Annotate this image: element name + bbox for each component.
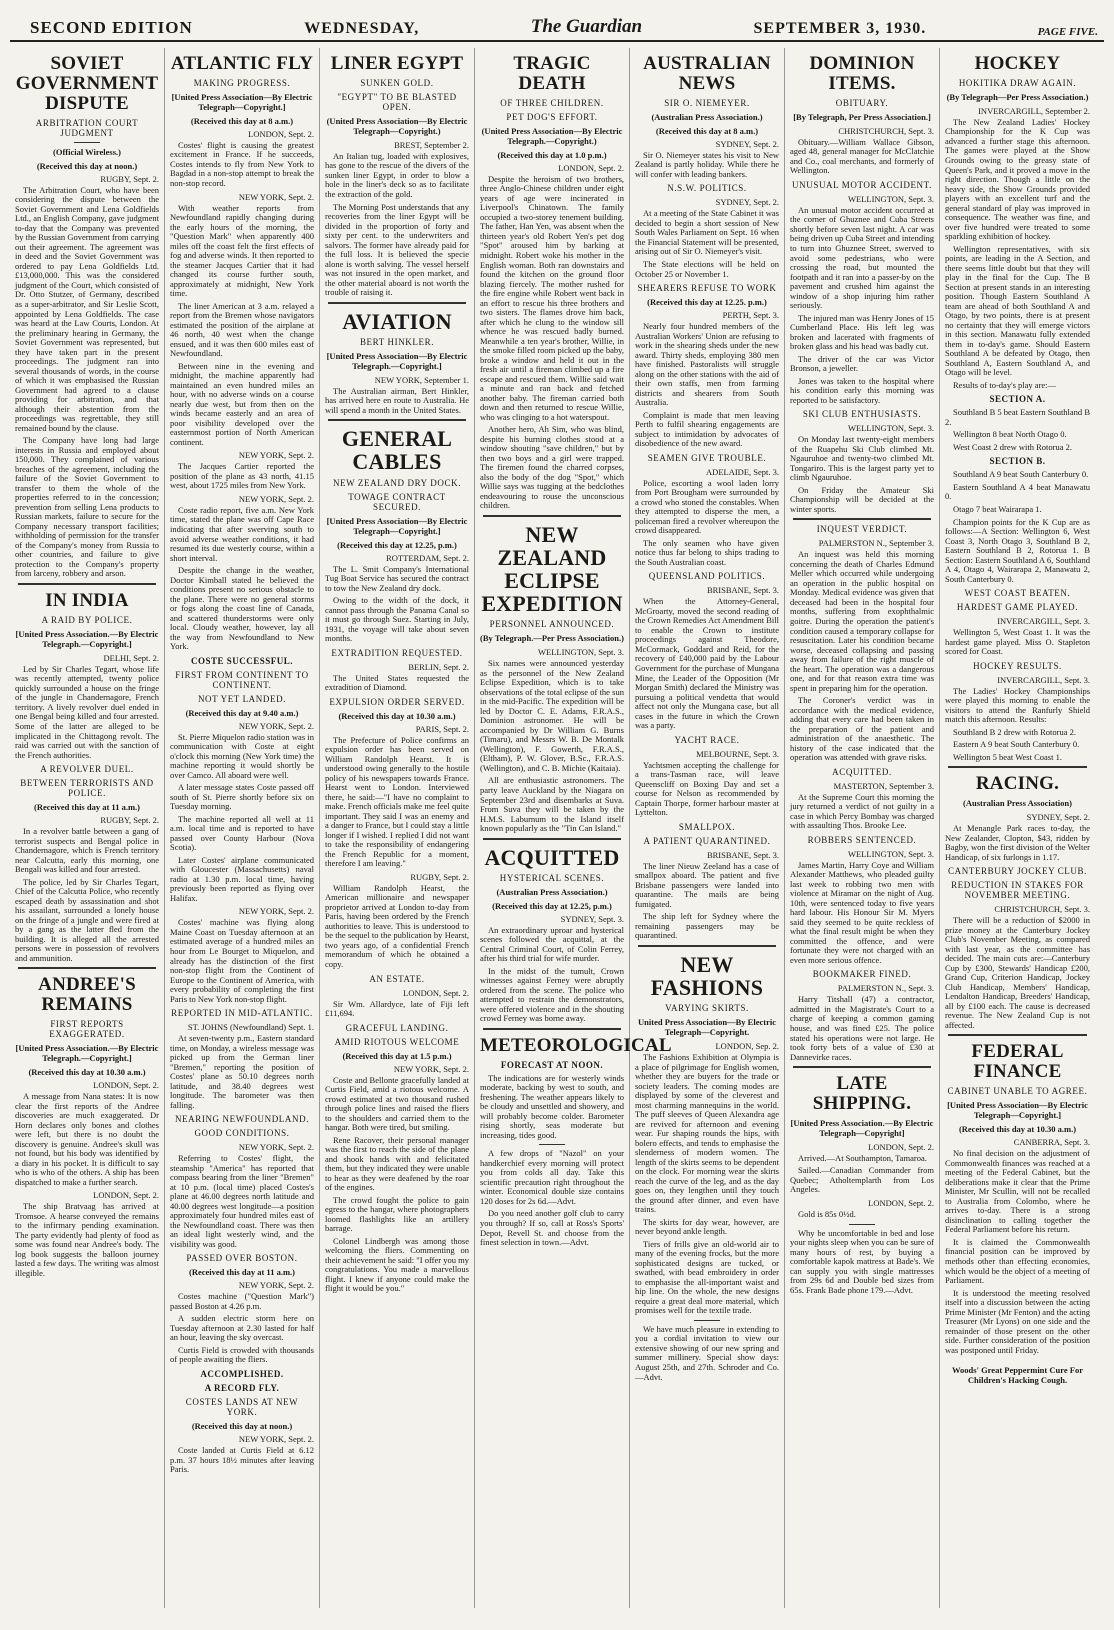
subhead: SECTION A. (989, 394, 1046, 405)
article-paragraph: The Jacques Cartier reported the position of the plane as 43 north, 41.15 west, about 1725 miles from New York. (170, 461, 314, 491)
column-5 (630, 48, 785, 1608)
dateline: BRISBANE, Sept. 3. (706, 585, 779, 596)
article-paragraph: It is claimed the Commonwealth financial position can be improved by methods other than effecting economies, which would be the object of a meeting of Parliament. (945, 1236, 1090, 1286)
article-paragraph: An inquest was held this morning concerning the death of Charles Edmund Meller which occurred while undergoing an operation in the public hospital on Monday. Medical evidence was given that deceased had been in the hospital four months, suffering from exophthalmic goitre. During the operation the patient's condition caused a temporary collapse for resuscitation. Later his condition became worse, deceased collapsing and passing away from failure of the right muscle of the heart. The operation was a dangerous one, and for that reason extra time was spent in preparing him for the operation. (790, 549, 934, 693)
subhead: HYSTERICAL SCENES. (499, 872, 605, 883)
credit-line: United Press Association—By Electric Telegraph—Copyright. (638, 1017, 776, 1037)
article-paragraph: Harry Titshall (47) a contractor, admitted in the Magistrate's Court to a charge of keeping a common gaming house, and was fined £25. The police stated his operations were not large. He took forty bets of a value of £30 at Dannevirke races. (790, 994, 934, 1062)
credit-line: [By Telegraph, Per Press Association.] (793, 111, 931, 122)
article-paragraph: Jones was taken to the hospital where his condition early this morning was reported to be satisfactory. (790, 375, 934, 405)
credit-line: (United Press Association—By Electric Telegraph.—Copyright.) (481, 125, 623, 146)
headline: FEDERAL FINANCE (971, 1041, 1064, 1083)
subhead: COSTES LANDS AT NEW YORK. (185, 1396, 299, 1417)
subhead: FIRST FROM CONTINENT TO CONTINENT. (175, 669, 309, 690)
article-paragraph: At a meeting of the State Cabinet it was decided to begin a short session of New South Wales Parliament on Sept. 16 when the Financial Statement will be presented, arising out of Sir O. Niemeyer's visit. (635, 208, 779, 257)
column-1 (10, 48, 165, 1608)
page-number: PAGE FIVE. (1037, 26, 1098, 38)
subhead: SMALLPOX. (678, 821, 736, 832)
subhead: SECTION B. (989, 456, 1046, 467)
divider (539, 1144, 565, 1145)
article-paragraph: A later message states Coste passed off south of St. Pierre shortly before six on Tuesday morning. (170, 782, 314, 812)
credit-line: (By Telegraph—Per Press Association.) (946, 91, 1089, 102)
article-paragraph: There will be a reduction of $2000 in prize money at the Canterbury Jockey Club's November Meeting, as compared with last year, as the committee has decided. The main cuts are:—Canterbury Cup by £300, Stewards' Handicap £200, Grand Cup, Criterion Handicap, Jockey Club Handicap, Members' Handicap, Lendalton Handicap, Breeders' Handicap, all by £100 each. The cause is decreased revenue. The New Zealand Cup is not affected. (945, 915, 1090, 1030)
subhead: A REVOLVER DUEL. (40, 764, 134, 775)
advertisement: Do you need another golf club to carry you through? If so, call at Ross's Sports' Depot, Revell St. and choose from the finest selection in town.—Advt. (480, 1208, 624, 1248)
dateline: BREST, September 2. (394, 139, 469, 150)
dateline: INVERCARGILL, September 2. (978, 105, 1090, 116)
credit-line: [United Press Association.—By Electric Telegraph.—Copyright.] (15, 628, 159, 649)
article-paragraph: The United States requested the extradition of Diamond. (325, 672, 469, 693)
article-paragraph: When the Attorney-General, McGroarty, moved the second reading of the Crown Remedies Act Amendment Bill to enable the Crown to institute proceedings against Theodore, McCormack, Goddard and Reid, for the recovery of £40,000 paid by the Labour Government for the purchase of Mungana Mine, the Leader of the Opposition (Mr Morgan Smith) declared the Ministry was pursuing a political vendetta that would affect not only the Mungana case, but all cases in the future in which the Crown was a party. (635, 596, 779, 731)
article-paragraph: The L. Smit Company's International Tug Boat Service has secured the contract to tow the New Zealand dry dock. (325, 563, 469, 593)
headline: DOMINION ITEMS. (809, 53, 915, 94)
dateline: WELLINGTON, Sept. 3. (847, 848, 934, 859)
subhead: AMID RIOTOUS WELCOME (334, 1036, 460, 1047)
subhead: QUEENSLAND POLITICS. (648, 571, 766, 582)
subhead: NOT YET LANDED. (197, 693, 287, 704)
article-paragraph: Led by Sir Charles Tegart, whose life was recently attempted, twenty police quickly surrounded a house on the fringe of the jungle in Chandernagore, French territory. A lively revolver duel ended in one Bengal being killed and four arrested. Some of the latter are alleged to be implicated in the Chittagong revolt. The raid was carried out with the sanction of the French authorities. (15, 663, 159, 760)
subhead: HARDEST GAME PLAYED. (956, 602, 1079, 613)
dateline: SYDNEY, Sept. 3. (560, 913, 624, 924)
subhead: FORECAST AT NOON. (500, 1059, 604, 1070)
dateline: PALMERSTON N., September 3. (818, 538, 934, 549)
headline: GENERAL CABLES (341, 426, 453, 475)
article-paragraph: Costes' machine was flying along Maine Coast on Tuesday afternoon at an estimated average of a hundred miles an hour from Le Bourget to Miquelon, and already has the distinction of the first non-stop flight from the Continent of Europe to the Continent of America, with every probability of completing the first Paris to New York non-stop flight. (170, 917, 314, 1004)
credit-line: [United Press Association—By Electric Telegraph—Copyright.] (947, 1100, 1088, 1121)
article-paragraph: The Morning Post understands that any recoveries from the liner Egypt will be divided in the proportion of forty and sixty per cent. to the underwriters and salvors. The former have already paid for the full loss. It is believed the specie alone is worth salving. The vessel herself was not insured in the open market, and the other material aboard is not worth the trouble of raising it. (325, 201, 469, 298)
article-paragraph: The liner Nieuw Zeeland has a case of smallpox aboard. The patient and five Brisbane passengers were landed into quarantine. The mails are being fumigated. (635, 860, 779, 909)
received-line: (Received this day at 10.30 a.m.) (958, 1124, 1077, 1135)
divider (483, 838, 621, 840)
article-paragraph: Sir Wm. Allardyce, late of Fiji left £11,694. (325, 998, 469, 1019)
article-paragraph: The machine reported all well at 11 a.m. local time and is reported to have passed over County Harbour (Nova Scotia). (170, 813, 314, 853)
received-line: (Received this day at 10.30 a.m.) (28, 1067, 146, 1078)
article-paragraph: Police, escorting a wool laden lorry from Port Brougham were surrounded by a crowd who stoned the constables. When they attempted to disperse the men, a policeman fired a revolver whereupon the crowd disappeared. (635, 477, 779, 536)
article-paragraph: Curtis Field is crowded with thousands of people awaiting the fliers. (170, 1344, 314, 1365)
received-line: (Received this day at 1.0 p.m.) (497, 149, 607, 160)
subhead: SHEARERS REFUSE TO WORK (637, 283, 777, 294)
credit-line: [United Press Association—By Electric Telegraph—Copyright.] (326, 515, 468, 536)
dateline: WELLINGTON, Sept. 3. (847, 193, 934, 204)
article-paragraph: A message from Nana states: It is now clear the first reports of the Andree discoveries are much exaggerated. Dr Horn declares only bones and clothes were left, but there is no doubt the discovery is genuine. Andree's skull was not found, but his body was identified by a diary in his pocket. It is difficult to say who is who of the others. A ship has been dispatched to make a further search. (15, 1091, 159, 1187)
dateline: NEW YORK, Sept. 2. (238, 1142, 314, 1153)
dateline: RUGBY, Sept. 2. (100, 173, 159, 184)
article-paragraph: At seven-twenty p.m., Eastern standard time, on Monday, a wireless message was picked up from the German liner "Bremen," reporting the position of Costes' plane as 50.10 degrees north latitude, and 38.40 degrees west longitude. The barometer was then falling. (170, 1033, 314, 1110)
column-7 (940, 48, 1095, 1608)
dateline: NEW YORK, September 1. (374, 374, 469, 385)
subhead: HOKITIKA DRAW AGAIN. (958, 77, 1077, 88)
dateline: NEW YORK, Sept. 2. (238, 720, 314, 731)
received-line: (Received this day at 10.30 a.m.) (338, 710, 456, 721)
article-paragraph: All are enthusiastic astronomers. The party leave Auckland by the Niagara on September 23rd and disembarks at Suva. From Suva they will be taken by the H.M.S. Laburnum to the Island itself known popularly as the "Tin Can Island." (480, 775, 624, 834)
divider (483, 515, 621, 517)
article-paragraph: Coste radio report, five a.m. New York time, stated the plane was off Cape Race indicating that after swerving south to avoid adverse weather conditions, it had resumed its due westerly course, within a short interval. (170, 504, 314, 563)
article-paragraph: Wellington 5, West Coast 1. It was the hardest game played. Miss O. Stapleton scored for Coast. (945, 627, 1090, 657)
dateline: LONDON, Sep. 2. (715, 1041, 779, 1051)
article-paragraph: A sudden electric storm here on Tuesday afternoon at 2.30 lasted for half an hour, leaving the sky overcast. (170, 1313, 314, 1343)
subhead: NEW ZEALAND DRY DOCK. (332, 477, 462, 488)
credit-line: (By Telegraph.—Per Press Association.) (480, 633, 624, 644)
headline: AVIATION (342, 308, 452, 334)
credit-line: [United Press Association.—By Electric Telegraph.—Copyright.] (15, 1043, 159, 1064)
dateline: SYDNEY, Sept. 2. (715, 197, 779, 208)
subhead: N.S.W. POLITICS. (667, 183, 747, 194)
article-paragraph: The ship left for Sydney where the remaining passengers may be quarantined. (635, 911, 779, 941)
subhead: FIRST REPORTS EXAGGERATED. (49, 1019, 125, 1040)
subhead: GOOD CONDITIONS. (194, 1128, 290, 1139)
dateline: DELHI, Sept. 2. (103, 652, 159, 663)
result-line: Southland A 9 beat South Canterbury 0. (953, 469, 1089, 480)
article-paragraph: On Monday last twenty-eight members of the Ruapehu Ski Club climbed Mt. Ngauruhoe and twenty-two climbed Mt. Tongariro. This is the largest party yet to climb Ngauruhoe. (790, 434, 934, 483)
subhead: WEST COAST BEATEN. (964, 588, 1071, 599)
article-paragraph: The ship Bratvaag has arrived at Tromsoe. A hearse conveyed the remains to the infirmary pending examination. The party evidently had plenty of food as some was found near Andree's body. The log book suggests the balloon journey lasted a few days. The writing was almost illegible. (15, 1201, 159, 1278)
result-line: Southland B 5 beat Eastern Southland B 2. (945, 407, 1090, 427)
subhead: PASSED OVER BOSTON. (186, 1253, 298, 1264)
column-4 (475, 48, 672, 1608)
article-paragraph: Six names were announced yesterday as the personnel of the New Zealand Eclipse Expedition, which is to take observations of the total eclipse of the sun in the mid-Pacific. The expedition will be led by Doctor C. E. Adams, F.R.A.S., Dominion astronomer. He will be accompanied by Dr William G. Burns (Timaru), and Messrs W. B. De Montalk (Wellington), F. Gowerth, F.R.A.S., (Eltham), P. W. Glover, B.Sc., F.R.A.S. (Wellington), and C. B. Michie (Kaitaia). (480, 658, 624, 773)
headline: IN INDIA (45, 589, 129, 611)
article-paragraph: The Arbitration Court, who have been considering the dispute between the Soviet Government and Lena Goldfields Ltd., an English Company, gave judgment to-day that the Company was prevented by the Russian Government from carrying out their agreement. The agreement was in deed and the Soviet Government was ordered to pay Lena Goldfields Ltd. £13,000,000. This was the considered judgment of the Court, which consisted of Dr. Otto Stutzer, of Germany, described as a super-arbitrator, and Sir Leslie Scott, appointed by Lena Goldfields. The case was heard at the Law Courts, London. At the preliminary hearing in Germany, the Soviet Government was represented, but they have taken part in the present proceedings. The judgment ran into several thousands of words, in the course of which it was emphasised the Russian Government had agreed to a clause providing for arbitration, and that although their abstention from the proceedings was regrettable, they still remained bound by the clause. (15, 184, 159, 433)
headline: HOCKEY (974, 53, 1061, 74)
headline: NEW FASHIONS (650, 951, 764, 1000)
dateline: NEW YORK, Sept. 2. (238, 1433, 314, 1444)
article-paragraph: The skirts for day wear, however, are never beyond ankle length. (635, 1216, 779, 1237)
received-line: (Received this day at 11 a.m.) (188, 1267, 295, 1278)
received-line: (Received this day at 12.25, p.m.) (337, 539, 457, 550)
article-paragraph: The State elections will be held on October 25 or November 1. (635, 259, 779, 279)
divider (793, 1066, 931, 1068)
received-line: (Received this day at 12.25, p.m.) (492, 900, 612, 911)
article-paragraph: Yachtsmen accepting the challenge for a trans-Tasman race, will leave Queenscliff on Boxing Day and set a course for Nelson as recommended by Captain Thorpe, former harbour master at Lyttelton. (635, 759, 779, 818)
article-paragraph: The Company have long had large interests in Russia and employed about 150,000. They complained of various breaches of the agreement, including the failure of the Soviet Government to transfer to them the whole of the properties referred to in the concession; prevention from selling Lena products to Russian markets, failure to secure for the Company necessary transport facilities; withholding of permission for the transfer of the Company's money from Russia to other countries, and failure to give protection to the Company's property from larceny, robbery and arson. (15, 435, 159, 579)
dateline: WELLINGTON, Sept. 3. (847, 423, 934, 434)
article-paragraph: The Prefecture of Police confirms an expulsion order has been served on William Randolph Hearst. It is understood owing generally to the hostile policy of his newspapers towards France. Hearst went to London. Interviewed there, he said:—"I have no complaint to make. French officials make me feel quite important. They said I was an enemy and a danger to France, but I could stay a little longer if I wished. I replied I did not want to take the responsibility of endangering the French Republic for a moment, therefore I am leaving." (325, 734, 469, 869)
result-line: West Coast 2 drew with Rotorua 2. (953, 441, 1073, 452)
article-paragraph: At Menangle Park races to-day, the New Zealander, Clopton, $43, ridden by Bagby, won the first division of the Welter Handicap, of six furlongs in 1.17. (945, 823, 1090, 862)
subhead: MAKING PROGRESS. (193, 77, 291, 88)
article-paragraph: Coste landed at Curtis Field at 6.12 p.m. 37 hours 18½ minutes after leaving Paris. (170, 1444, 314, 1475)
article-paragraph: In the midst of the tumult, Crown witnesses against Ferney were abruptly ordered from the scene. The police who attempted to restrain the demonstrators, were offered violence and in the shouting crowd Ferney was borne away. (480, 965, 624, 1024)
dateline: PARIS, Sept. 2. (415, 723, 469, 734)
article-paragraph: Referring to Costes' flight, the steamship "America" has reported that compass bearing from the liner "Bremen" at 10 p.m. (local time) placed Costes's plane at 46.00 degrees north latitude and 40.00 degrees west longitude—a position approximately four hundred miles east of the Newfoundland coast. There was then an ideal light westerly wind, and the visibility was good. (170, 1153, 314, 1249)
article-paragraph: Despite the change in the weather, Doctor Kimball stated he believed the conditions present no serious obstacle to the plane. There were no general storms or fogs along the coast line of Canada, and scattered thunderstorms were only local. Cloudy weather, however, lay all the way from Newfoundland to New York. (170, 565, 314, 652)
article-paragraph: The Ladies' Hockey Championships were played this morning to enable the visitors to attend the Ranfurly Shield match this afternoon. Results: (945, 685, 1090, 725)
edition-label: SECOND EDITION (30, 18, 193, 37)
dateline: MASTERTON, September 3. (833, 780, 934, 791)
article-paragraph: Champion points for the K Cup are as follows:—A Section: Wellington 6, West Coast 3, North Otago 3, Southland B 2, Eastern Southland B 2, Rotorua 1. B Section: Eastern Southland A 6, Southland A 4, Otago 4, Wairarapa 2, Manawatu 2, South Canterbury 0. (945, 516, 1090, 584)
article-paragraph: Nearly four hundred members of the Australian Workers' Union are refusing to work in the shearing sheds under the new award. Thirty sheds, employing 380 men have finished. Pastoralists will struggle along on the other stations with the aid of their own staffs, men from farming districts and shearers from South Australia. (635, 321, 779, 408)
subhead: AN ESTATE. (369, 973, 425, 984)
subhead: ARBITRATION COURT JUDGMENT (35, 117, 139, 138)
headline: LATE SHIPPING. (812, 1073, 912, 1114)
article-paragraph: An unusual motor accident occurred at the corner of Ghuznee and Cuba Streets shortly before seven last night. A car was being driven up Cuba Street and intending to turn into Ghuznee Street, swerved to avoid some pedestrians, who were crossing the road, but mounted the footpath and it ran into a passer-by on the pavement and crushed him against the window of a shop injuring him rather seriously. (790, 204, 934, 311)
subhead: CANTERBURY JOCKEY CLUB. (948, 866, 1087, 877)
article-paragraph: On Friday the Amateur Ski Championship will be decided at the winter sports. (790, 484, 934, 514)
dateline: LONDON, Sept. 2. (868, 1198, 934, 1208)
subhead: REDUCTION IN STAKES FOR NOVEMBER MEETING. (951, 880, 1084, 901)
article-paragraph: The indications are for westerly winds moderate, backing by west to south, and freshening. The weather appears likely to be cloudy and unsettled and showery, and will probably become colder. Barometer rising shortly, seas moderate but increasing, tides good. (480, 1072, 624, 1140)
dateline: PERTH, Sept. 3. (722, 310, 779, 321)
article-paragraph: No final decision on the adjustment of Commonwealth finances was reached at a meeting of the Federal Cabinet, but the deliberations make it clear that the Prime Minister, Mr Scullin, will not be recalled to Australia from Colombo, where he arrives to-day. There is a strong disinclination to calling together the Federal Parliament before his return. (945, 1148, 1090, 1235)
advertisement: Why be uncomfortable in bed and lose your nights sleep when you can be sure of many hours of rest, by buying a comfortable kapok mattress at Bade's. We can supply you with single mattresses from 29s 6d and Double bed sizes from 65s. Frank Bade phone 179.—Advt. (790, 1227, 934, 1295)
article-paragraph: Another hero, Ah Sim, who was blind, despite his burning clothes stood at a window shouting "save children," but by then two boys and a girl were trapped. The firemen found the charred corpses, also the body of the dog "Spot," which Willie says was tugging at the bedclothes endeavouring to rouse the unconscious children. (480, 424, 624, 511)
result-line: Southland B 2 drew with Rotorua 2. (953, 726, 1077, 737)
article-paragraph: Despite the heroism of two brothers, three Anglo-Chinese children under eight years of age were incinerated in Liverpool's Chinatown. The family occupied a two-storey tenement building. The father, Han Yen, was absent when the thirteen year's old Robert Yen's pet dog "Spot" aroused him by barking at midnight. Robert woke his mother in the English woman. Both ran downstairs and found the kitchen on the ground floor blazing fiercely. The mother rushed for the fire engine while Robert went back in an effort to rescue his three brothers and two sisters. The flames drove him back, after which he clung to the window sill whence he was rescued badly burned. Meanwhile a ten year's brother, Willie, in the smoke filled room picked up the baby, broke a window and held it out in the fresh air until a fireman climbed up a fire escape and rescued them. Willie said wait a minute and ran back and fetched another baby. The fireman carried both down and then returned to rescue Willie, who was clinging to a hot waterspout. (480, 173, 624, 422)
dateline: LONDON, Sept. 2. (93, 1190, 159, 1201)
headline: ATLANTIC FLY (170, 53, 314, 74)
dateline: WELLINGTON, Sept. 3. (537, 647, 624, 658)
subhead: BOOKMAKER FINED. (812, 969, 912, 980)
article-paragraph: Rene Racover, their personal manager was the first to reach the side of the plane and shook hands with and felicitated them, but they indicated they were unable to hear as they were deafened by the roar of the engines. (325, 1134, 469, 1193)
headline: LINER EGYPT (330, 53, 464, 74)
article-paragraph: The Australian airman, Bert Hinkler, has arrived here en route to Australia. He will spend a month in the United States. (325, 385, 469, 415)
article-paragraph: Sir O. Niemeyer states his visit to New Zealand is partly holiday. While there he will confer with leading bankers. (635, 149, 779, 179)
article-paragraph: The driver of the car was Victor Bronson, a jeweller. (790, 353, 934, 374)
article-paragraph: The New Zealand Ladies' Hockey Championship for the K Cup was advanced a further stage this afternoon. The games were played at the Show Grounds owing to the greasy state of Queen's Park, and it proved a move in the right direction. Though a little on the heavy side, the Show Grounds provided players with an excellent turf and the general standard of play was improved in consequence. The weather was fine, and over five hundred were treated to some sparkling exhibition of hockey. (945, 116, 1090, 242)
dateline: LONDON, Sept. 2. (248, 128, 314, 139)
headline: TRAGIC DEATH (513, 53, 591, 94)
dateline: MELBOURNE, Sept. 3. (696, 748, 779, 759)
subhead: ACQUITTED. (832, 766, 892, 777)
column-6 (785, 48, 940, 1608)
article-paragraph: Owing to the width of the dock, it cannot pass through the Panama Canal so it must go through Suez. Starting in July, 1931, the voyage will take about seven months. (325, 595, 469, 644)
subhead: COSTE SUCCESSFUL. (190, 655, 294, 666)
article-paragraph: James Martin, Harry Coye and William Alexander Matthews, who pleaded guilty last week to robbing two men with violence at Miramar on the night of Aug. 10th, were sentenced today to five years hard labour. His Honour Sir M. Myers said they seemed to be quite reckless of what the final result might be when they committed the offence, and were fortunate they were not charged with an even more serious offence. (790, 859, 934, 965)
dateline: CANBERRA, Sept. 3. (1013, 1137, 1090, 1148)
divider (328, 302, 466, 304)
result-line: Wellington 8 beat North Otago 0. (953, 429, 1067, 440)
dateline: LONDON, Sept. 2. (93, 1080, 159, 1091)
subhead: CABINET UNABLE TO AGREE. (947, 1086, 1088, 1097)
article-paragraph: The only seamen who have given notice thus far belong to ships trading to the South Australian coast. (635, 537, 779, 567)
article-paragraph: St. Pierre Miquelon radio station was in communication with Coste at eight o'clock this morning (New York time) the machine reporting it would shortly be over Camco. All aboard were well. (170, 731, 314, 780)
article-paragraph: At the Supreme Court this morning the jury returned a verdict of not guilty in a case in which Percy Bombay was charged with assaulting Thos. Brooke Lee. (790, 791, 934, 831)
headline: NEW ZEALAND ECLIPSE EXPEDITION (481, 521, 623, 617)
dateline: NEW YORK, Sept. 2. (238, 493, 314, 504)
dateline: SYDNEY, Sept. 2. (715, 138, 779, 149)
dateline: INVERCARGILL, Sept. 3. (997, 616, 1090, 627)
column-3 (320, 48, 475, 1608)
headline: SOVIET GOVERNMENT DISPUTE (15, 53, 159, 114)
advertisement: We have much pleasure in extending to you a cordial invitation to view our extensive showing of our new spring and summer millinery. Special show days: August 25th, and 27th. Schroder and Co.—Advt. (635, 1323, 779, 1382)
received-line: (Received this day at 8 a.m.) (655, 125, 759, 136)
subhead: EXPULSION ORDER SERVED. (329, 696, 465, 707)
column-2 (165, 48, 320, 1608)
dateline: PALMERSTON N., Sept. 3. (837, 983, 934, 994)
dateline: SYDNEY, Sept. 2. (1026, 812, 1090, 823)
article-paragraph: Coste and Bellonte gracefully landed at Curtis Field, amid a riotous welcome. A crowd estimated at two thousand rushed through police lines and raised the fliers to the shoulders and carried them to the hangar. Both were tired, but smiling. (325, 1074, 469, 1133)
received-line: (Received this day at noon.) (191, 1420, 293, 1431)
article-paragraph: Between nine in the evening and midnight, the machine apparently had maintained an even hundred miles an hour, with no adverse winds on a course nearly due west, but from then on the winds became easterly and an area of poor visibility developed over the easternmost portion of North American continent. (170, 360, 314, 447)
divider (18, 583, 156, 585)
article-paragraph: The Fashions Exhibition at Olympia is a place of pilgrimage for English women, whether they are buyers for the trade or society leaders. The coming modes are displayed by some of the cleverest and most charming mannequins in the world. The puff sleeves of Queen Alexandra age are revived for afternoon and evening wear. Fur shaping rounds the hips, with bolero effects, and tends to emphasise the slenderness of modern women. The length of the skirts seems to be dependent on the clock. For morning wear the skirts reach the curve of the leg, and as the day goes on, they lengthen until they touch the ground after dinner, and even have trains. (635, 1052, 779, 1215)
headline: METEOROLOGICAL (480, 1034, 672, 1056)
newspaper-page (10, 8, 1104, 1614)
article-paragraph: Colonel Lindbergh was among those welcoming the fliers. Commenting on their achievement he said: "I offer you my congratulations. You made a marvellous flight. I knew if anyone could make the flight it would be you." (325, 1235, 469, 1294)
article-paragraph: Arrived.—At Southampton, Tamaroa. (798, 1152, 927, 1163)
newspaper-title: The Guardian (530, 16, 643, 37)
subhead: NEARING NEWFOUNDLAND. (174, 1114, 310, 1125)
dateline: BRISBANE, Sept. 3. (706, 849, 779, 860)
subhead: SEAMEN GIVE TROUBLE. (647, 452, 767, 463)
subhead: A RECORD FLY. (204, 1382, 280, 1393)
dateline: NEW YORK, Sept. 2. (238, 1280, 314, 1291)
subhead: EXTRADITION REQUESTED. (331, 647, 463, 658)
subhead: ACCOMPLISHED. (200, 1368, 284, 1379)
dateline: NEW YORK, Sept. 2. (393, 1063, 469, 1074)
headline: AUSTRALIAN NEWS (643, 53, 771, 94)
dateline: BERLIN, Sept. 2. (408, 661, 469, 672)
received-line: (Received this day at 9.40 a.m.) (185, 707, 299, 718)
credit-line: [United Press Association—By Electric Telegraph—Copyright.] (171, 91, 313, 112)
article-paragraph: An extraordinary uproar and hysterical scenes followed the acquittal, at the Central Criminal Court, of Colin Ferrey, after his third trial for wife murder. (480, 924, 624, 964)
result-line: Eastern Southland A 4 beat Manawatu 0. (945, 481, 1090, 502)
advertisement: A few drops of "Nazol" on your handkerchief every morning will protect you from colds all day. Take this scientific precaution right throughout the winter. Economical double size contains 120 doses for 2s 6d.—Advt. (480, 1148, 624, 1206)
article-paragraph: Obituary.—William Wallace Gibson, aged 48, general manager for McClatchie and Co., coal merchants, and formerly of Wellington. (790, 136, 934, 176)
subhead: YACHT RACE. (674, 734, 740, 745)
article-paragraph: The police, led by Sir Charles Tegart, Chief of the Calcutta Police, who recently escaped death by assassination and shot his assailant, surrounded a lonely house on the fringe of a jungle and were fired at by a gang as the latter fled from the building. It is alleged all the arrested persons were in possession of revolvers and ammunition. (15, 876, 159, 963)
article-paragraph: With weather reports from Newfoundland rapidly changing during the early hours of the morning, the "Question Mark" when apparently 400 miles off the coast felt the first effects of fog and adverse winds. It then reported to the steamer Jacques Cartier that it had changed its course further south, approximately at midnight, New York time. (170, 202, 314, 299)
subhead: BERT HINKLER. (359, 336, 435, 347)
divider (483, 1028, 621, 1030)
article-paragraph: William Randolph Hearst, the American millionaire and newspaper proprietor arrived at London to-day from Paris, having been ordered by the French authorities to leave. This is understood to be the sequel to the publication by Hearst, two years ago, of a confidential French memorandum of which he obtained a copy. (325, 882, 469, 969)
divider (948, 1034, 1087, 1036)
subhead: VARYING SKIRTS. (665, 1003, 749, 1013)
received-line: (Received this day at 11 a.m.) (33, 802, 140, 813)
subhead: TOWAGE CONTRACT SECURED. (348, 491, 446, 512)
advertisement: Woods' Great Peppermint Cure For Children's Hacking Cough. (952, 1365, 1083, 1386)
credit-line: (Official Wireless.) (53, 146, 121, 157)
subhead: REPORTED IN MID-ATLANTIC. (171, 1008, 313, 1019)
credit-line: (Australian Press Association.) (651, 111, 763, 122)
received-line: (Received this day at noon.) (36, 160, 138, 171)
article-paragraph: The Coroner's verdict was in accordance with the medical evidence, adding that every care had been taken in the preparation of the patient and administration of the anaesthetic. The history of the case indicated that the operation was attended with grave risks. (790, 695, 934, 763)
credit-line: (Australian Press Association.) (496, 886, 608, 897)
subhead: OBITUARY. (835, 97, 889, 108)
columns (10, 48, 1104, 1608)
article-paragraph: Tiers of frills give an old-world air to many of the evening frocks, but the more sophisticated designs are tucked, or swathed, with bead embroidery in order to emphasise the all-important waist and hip line. On the whole, the new designs require a great deal more material, which promises well for the textile trade. (635, 1238, 779, 1316)
subhead: PET DOG'S EFFORT. (506, 111, 598, 122)
received-line: (Received this day at 1.5 p.m.) (342, 1050, 452, 1061)
credit-line: (Australian Press Association) (963, 798, 1072, 809)
dateline: NEW YORK, Sept. 2. (238, 906, 314, 917)
result-line: Wellington 5 beat West Coast 1. (953, 751, 1062, 762)
dateline: LONDON, Sept. 2. (558, 162, 624, 173)
article-paragraph: The injured man was Henry Jones of 15 Cumberland Place. His left leg was broken and lacerated with fragments of broken glass and his head was badly cut. (790, 312, 934, 352)
subhead: A RAID BY POLICE. (41, 614, 133, 625)
dateline: NEW YORK, Sept. 2. (238, 450, 314, 461)
article-paragraph: Results of to-day's play are:— (953, 379, 1057, 390)
credit-line: (United Press Association—By Electric Telegraph—Copyright.) (326, 115, 468, 136)
divider (793, 518, 931, 520)
article-paragraph: Wellington representatives, with six points, are leading in the A Section, and there seems little doubt but that they will play in the final for the Cup. The B Section at present stands in an interesting position. Though Eastern Southland A team are ahead of both Southland A and Otago, by two points, there is at present no certainty that they will emerge victors in this section. Manawatu fully extended them in to-day's game. Should Eastern Southland A be defeated by Otago, then Southland A, Eastern Southland A, and Otago will be level. (945, 243, 1090, 378)
dateline: RUGBY, Sept. 2. (410, 871, 469, 882)
article-paragraph: Gold is 85s 0½d. (798, 1209, 856, 1219)
divider (849, 1224, 875, 1225)
divider (74, 142, 100, 143)
headline: ACQUITTED (484, 844, 620, 870)
received-line: (Received this day at 8 a.m.) (190, 115, 294, 126)
subhead: INQUEST VERDICT. (816, 524, 908, 535)
dateline: NEW YORK, Sept. 2. (238, 191, 314, 202)
subhead: A PATIENT QUARANTINED. (643, 835, 771, 846)
dateline: RUGBY, Sept. 2. (100, 815, 159, 826)
subhead: PERSONNEL ANNOUNCED. (489, 619, 615, 630)
subhead: GRACEFUL LANDING. (345, 1022, 449, 1033)
article-paragraph: Later Costes' airplane communicated with Gloucester (Massachusetts) naval radio at 1.30 p.m. local time, having previously been reported as flying over Halifax. (170, 854, 314, 903)
result-line: Eastern A 9 beat South Canterbury 0. (953, 739, 1080, 750)
dateline: ADELAIDE, Sept. 3. (706, 466, 779, 477)
headline: ANDREE'S REMAINS (38, 974, 136, 1016)
article-paragraph: Costes machine ("Question Mark") passed Boston at 4.26 p.m. (170, 1291, 314, 1311)
received-line: (Received this day at 12.25. p.m.) (647, 297, 767, 308)
divider (328, 419, 466, 421)
credit-line: [United Press Association—By Electric Telegraph.—Copyright.] (326, 350, 468, 371)
divider (638, 945, 776, 947)
subhead: "EGYPT" TO BE BLASTED OPEN. (337, 91, 457, 112)
dateline: INVERCARGILL, Sept. 3. (997, 674, 1090, 685)
dateline: LONDON, Sept. 2. (868, 1141, 934, 1152)
subhead: UNUSUAL MOTOR ACCIDENT. (792, 179, 932, 190)
article-paragraph: Costes' flight is causing the greatest excitement in France. If he succeeds, Costes intends to fly from New York to Bagdad in a non-stop attempt to break the non-stop record. (170, 139, 314, 188)
dateline: ROTTERDAM, Sept. 2. (386, 552, 469, 563)
article-paragraph: Complaint is made that men leaving Perth to fulfil shearing engagements are subject to intimidation by advocates of disobedience of the new award. (635, 409, 779, 449)
day-label: WEDNESDAY, (304, 20, 420, 37)
subhead: BETWEEN TERRORISTS AND POLICE. (20, 778, 154, 799)
dateline: CHRISTCHURCH, Sept. 3. (838, 125, 934, 136)
dateline: LONDON, Sept. 2. (403, 987, 469, 998)
article-paragraph: Sailed.—Canadian Commander from Quebec; Atholtemplarth from Los Angeles. (790, 1165, 934, 1195)
article-paragraph: The crowd fought the police to gain egress to the hangar, where photographers loomed flashlights like an artillery barrage. (325, 1194, 469, 1234)
subhead: SIR O. NIEMEYER. (664, 97, 750, 108)
subhead: SKI CLUB ENTHUSIASTS. (802, 409, 922, 420)
credit-line: [United Press Association.—By Electric Telegraph—Copyright] (790, 1117, 934, 1138)
article-paragraph: It is understood the meeting resolved itself into a discussion between the acting Prime Minister (Mr Fenton) and the acting Treasurer (Mr Lyons) on one side and the remainder of those present on the other side. Further consideration of the position was postponed until Friday. (945, 1287, 1090, 1355)
divider (948, 766, 1087, 768)
subhead: HOCKEY RESULTS. (973, 660, 1062, 671)
subhead: ROBBERS SENTENCED. (807, 834, 917, 845)
headline: RACING. (975, 773, 1060, 795)
article-paragraph: The liner American at 3 a.m. relayed a report from the Bremen whose navigators estimated the position of the airplane at 46 north, 40 west when the change ensued, and it was then 600 miles east of Newfoundland. (170, 300, 314, 359)
article-paragraph: In a revolver battle between a gang of terrorist suspects and Bengal police in Chandernagore, which is French territory near Calcutta, early this morning, one Bengali was killed and four arrested. (15, 826, 159, 875)
date-label: SEPTEMBER 3, 1930. (753, 20, 927, 37)
result-line: Otago 7 beat Wairarapa 1. (953, 503, 1042, 514)
subhead: OF THREE CHILDREN. (500, 97, 604, 108)
dateline: CHRISTCHURCH, Sept. 3. (994, 904, 1090, 915)
divider (18, 967, 156, 969)
divider (694, 1320, 720, 1321)
subhead: SUNKEN GOLD. (360, 77, 434, 88)
masthead (10, 8, 1104, 42)
article-paragraph: An Italian tug, loaded with explosives, has gone to the rescue of the divers of the sunken liner Egypt, in order to blow a hole in the liner's deck so as to facilitate the extraction of the gold. (325, 150, 469, 199)
dateline: ST. JOHNS (Newfoundland) Sept. 1. (187, 1022, 314, 1033)
